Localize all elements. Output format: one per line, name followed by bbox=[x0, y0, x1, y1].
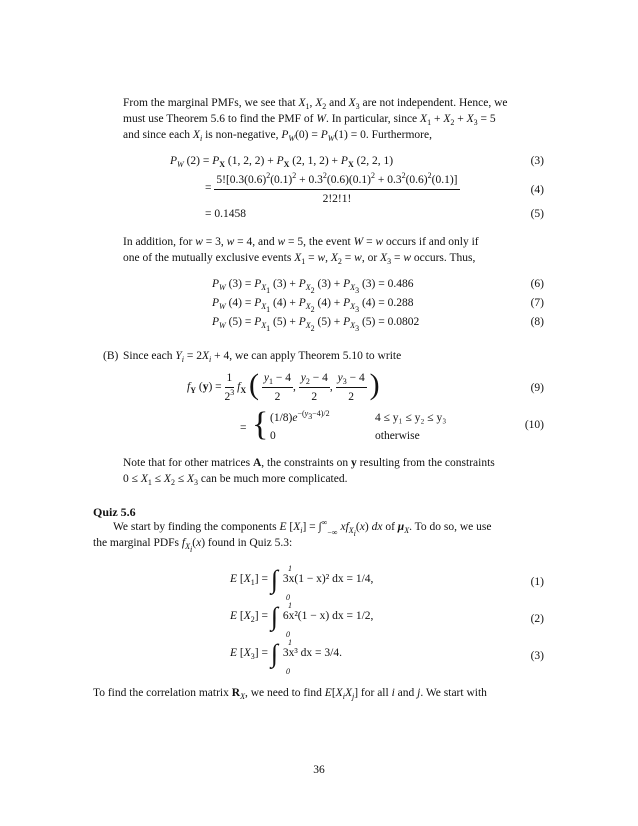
upper-limit-1: 1 bbox=[288, 564, 292, 573]
intro-line-2: must use Theorem 5.6 to find the PMF of W. In particular, since $X_1 + X_2 + X_3 = 5$ bbox=[123, 113, 496, 127]
note-line-1: Note that for other matrices A, the constraints on y resulting from the constraints bbox=[123, 457, 495, 469]
intro-paragraph bbox=[123, 95, 544, 143]
equation-3-number: (3) bbox=[530, 155, 544, 167]
equation-9-coefficient: $\frac{1}{2^3}$ bbox=[224, 372, 235, 403]
middle-line-2: one of the mutually exclusive events $X_1 = w$, $X_2 = w$, or $X_3 = w$ occurs. Thus, bbox=[123, 252, 476, 266]
equation-6-value: = 0.486 bbox=[378, 278, 414, 290]
equation-10-number: (10) bbox=[524, 419, 544, 431]
quiz-equation-3-integrand: 3x³ dx = 3/4. bbox=[282, 647, 342, 659]
page-number: 36 bbox=[313, 764, 325, 776]
quiz-equation-2-number: (2) bbox=[530, 613, 544, 625]
equation-8-value: = 0.0802 bbox=[378, 316, 420, 328]
intro-line-1: From the marginal PMFs, we see that $X_1$, $X_2$ and $X_3$ are not independent. Hence, we bbox=[123, 97, 508, 111]
equation-9-number: (9) bbox=[530, 382, 544, 394]
equation-10-brace: { bbox=[252, 406, 269, 443]
equation-4-denominator: 2!2!1! bbox=[322, 193, 352, 205]
middle-line-1: In addition, for w = 3, w = 4, and w = 5, the event W = w occurs if and only if bbox=[123, 236, 479, 248]
quiz-equation-3-number: (3) bbox=[530, 650, 544, 662]
integral-sign-1: ∫ bbox=[270, 565, 278, 594]
equation-6: $P_W$ $(3) = P_{X_1}$ $(3) + P_{X_2}$ $(3) + P_{X_3}$ (3) = 0.486 bbox=[212, 278, 414, 295]
quiz-equation-1: E $[X_1]$ = ∫ 3x(1 − x)² dx = 1/4, bbox=[230, 565, 374, 594]
closing-line: To find the correlation matrix $R_X$, we need to find $E[X_iX_j]$ for all i and j. We start with bbox=[93, 687, 487, 701]
equation-7: $P_W$ $(4) = P_{X_1}$ $(4) + P_{X_2}$ $(4) + P_{X_3}$ (4) = 0.288 bbox=[212, 297, 414, 314]
equation-5-number: (5) bbox=[530, 208, 544, 220]
upper-limit-3: 1 bbox=[288, 638, 292, 647]
quiz-equation-1-integrand: 3x(1 − x)² dx = 1/4, bbox=[282, 573, 374, 585]
note-line-2: $0 \le X_1 \le X_2 \le X_3$ can be much more complicated. bbox=[123, 473, 348, 487]
quiz-equation-2: E $[X_2]$ = ∫ 6x²(1 − x) dx = 1/2, bbox=[230, 602, 374, 631]
equation-4: = $\frac{5![0.3(0.6)^2(0.1)^2 + 0.3^2(0.6)(0.1)^2 + 0.3^2(0.6)^2(0.1)]}{2!2!1!}$ bbox=[205, 171, 458, 205]
equation-7-value: = 0.288 bbox=[378, 297, 414, 309]
quiz-paragraph bbox=[93, 518, 544, 554]
equation-4-numerator: $5![0.3(0.6)^2(0.1)^2 + 0.3^2(0.6)(0.1)^2 + 0.3^2(0.6)^2(0.1)]$ bbox=[214, 172, 459, 190]
equation-9: $f_Y$ (y) = $\frac{1}{2^3}$ $f_X$ ( $\frac{y_1 - 4}{2}$ , $\frac{y_2 - 4}{2}$ , $\frac{y_3 - 4}{2}$ ) bbox=[187, 368, 380, 403]
lower-limit-1: 0 bbox=[286, 593, 290, 602]
equation-9-arg-3: $\frac{y_3 - 4}{2}$ bbox=[337, 372, 365, 403]
equation-7-number: (7) bbox=[530, 297, 544, 309]
equation-9-arg-1: $\frac{y_1 - 4}{2}$ bbox=[263, 372, 291, 403]
quiz-equation-3: E $[X_3]$ = ∫ 3x³ dx = 3/4. bbox=[230, 639, 342, 668]
middle-paragraph bbox=[123, 234, 544, 266]
equation-10-case-2: 0 bbox=[270, 430, 276, 442]
equation-10-case-2-condition: otherwise bbox=[375, 430, 420, 442]
quiz-equation-2-integrand: 6x²(1 − x) dx = 1/2, bbox=[282, 610, 374, 622]
upper-limit-2: 1 bbox=[288, 601, 292, 610]
equation-8: $P_W$ $(5) = P_{X_1}$ $(5) + P_{X_2}$ $(5) + P_{X_3}$ (5) = 0.0802 bbox=[212, 316, 420, 333]
equation-3: $P_W$ $(2) = P_X$ (1, 2, $2) + P_X$ (2, 1, $2) + P_X$ (2, 2, 1) bbox=[170, 155, 394, 169]
equation-10-case-1-condition: 4 ≤ y₁ ≤ y₂ ≤ y₃ bbox=[375, 412, 447, 424]
quiz-line-2: the marginal PDFs $f_{X_i}(x)$ found in Quiz 5.3: bbox=[93, 537, 293, 554]
note-paragraph bbox=[123, 455, 544, 487]
equation-6-number: (6) bbox=[530, 278, 544, 290]
integral-sign-2: ∫ bbox=[270, 602, 278, 631]
part-b-text: Since each $Y_i = 2X_i + 4$, we can apply Theorem 5.10 to write bbox=[123, 350, 402, 364]
equation-4-fraction bbox=[214, 172, 459, 207]
lower-limit-2: 0 bbox=[286, 630, 290, 639]
equation-9-arg-2: $\frac{y_2 - 4}{2}$ bbox=[300, 372, 328, 403]
lower-limit-3: 0 bbox=[286, 667, 290, 676]
equation-5: = 0.1458 bbox=[205, 208, 246, 220]
quiz-heading: Quiz 5.6 bbox=[93, 505, 136, 519]
intro-line-3: and since each $X_i$ is non-negative, $P_W(0) = P_W(1) = 0$. Furthermore, bbox=[123, 129, 432, 143]
equation-8-number: (8) bbox=[530, 316, 544, 328]
quiz-equation-1-number: (1) bbox=[530, 576, 544, 588]
part-b-label: (B) bbox=[103, 350, 119, 362]
equation-10-case-1: $(1/8)e^{-(y_3-4)/2}$ bbox=[270, 409, 330, 424]
equation-4-number: (4) bbox=[530, 184, 544, 196]
integral-sign-3: ∫ bbox=[270, 639, 278, 668]
equation-10: = { $(1/8)e^{-(y_3-4)/2}$ 4 ≤ y₁ ≤ y₂ ≤ y₃ 0 otherwise bbox=[240, 406, 447, 443]
quiz-line-1: We start by finding the components E $[X_i] = \int^\infty_{-\infty}$ $xf_{X_i}(x)$ dx of $\mu_X$. To do so, we use bbox=[113, 518, 492, 538]
